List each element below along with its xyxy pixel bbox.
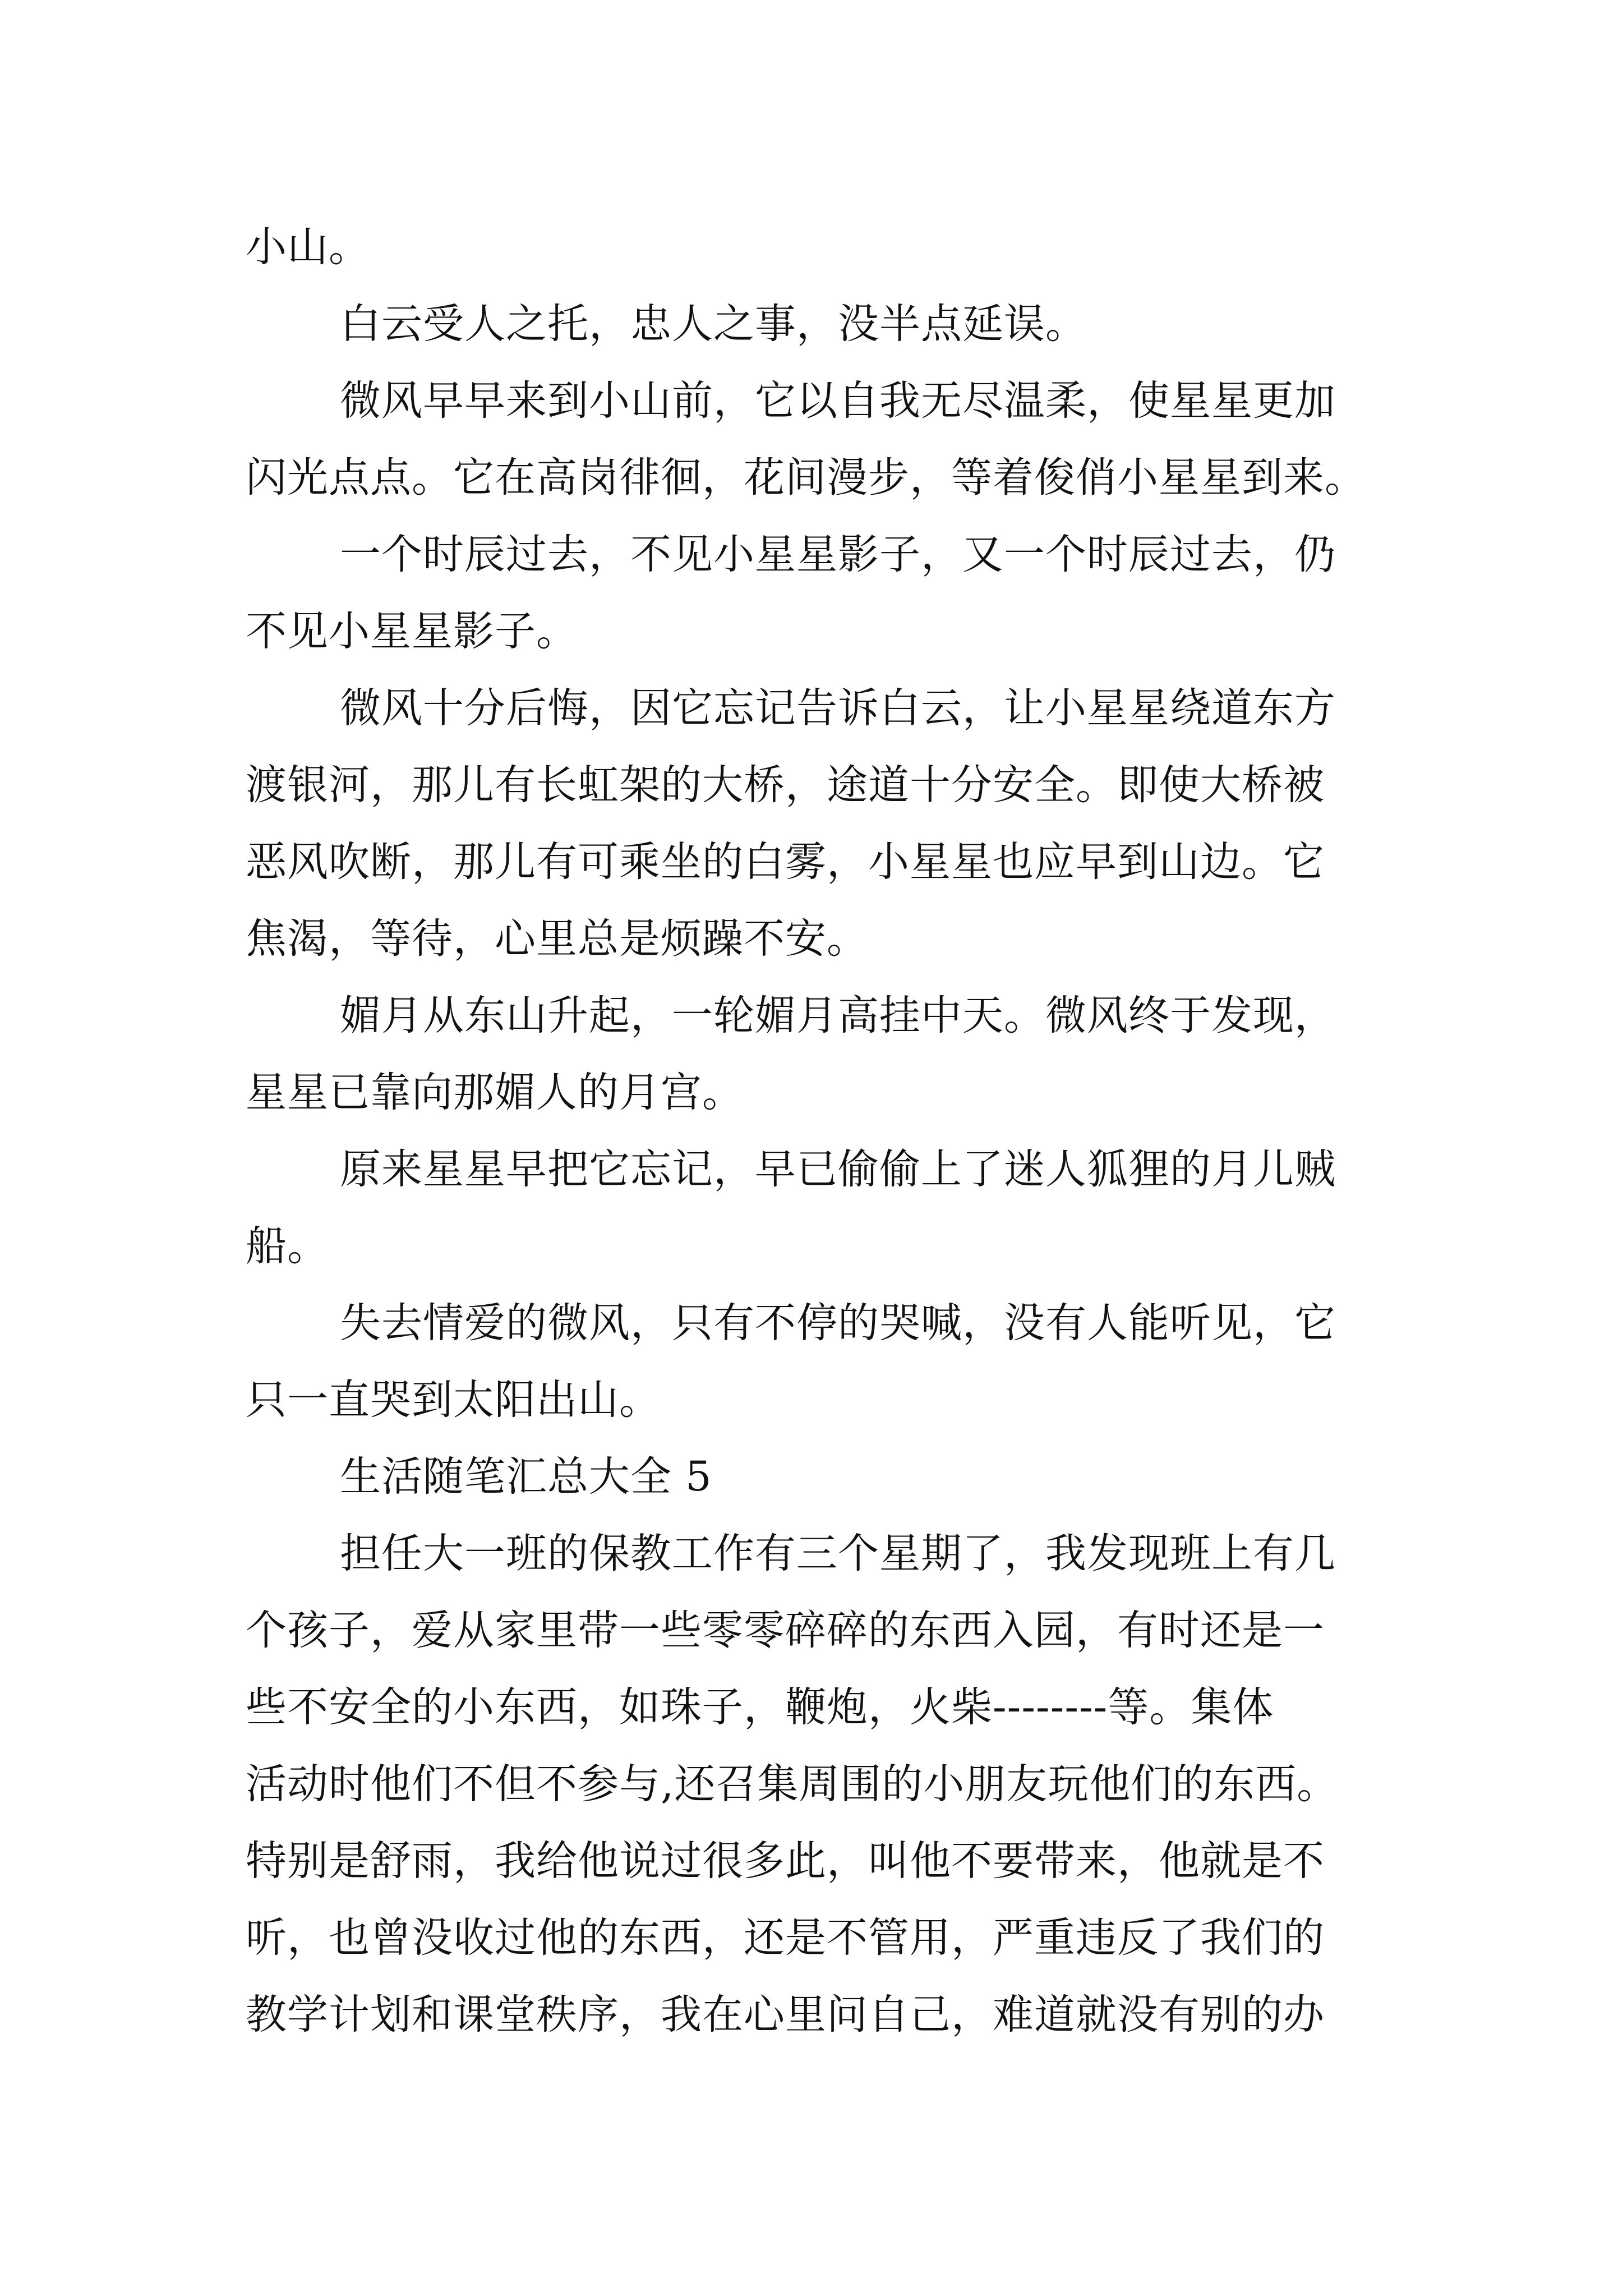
document-body [246,209,1384,2053]
text-line-14: 船。 [246,1222,329,1270]
text-line-15: 失去情爱的微风，只有不停的哭喊，没有人能听见，它 [340,1299,1336,1347]
text-line-1: 小山。 [246,223,370,271]
text-line-24: 教学计划和课堂秩序，我在心里问自己，难道就没有别的办 [246,1991,1325,2039]
text-line-3: 微风早早来到小山前，它以自我无尽温柔，使星星更加 [340,377,1336,425]
text-line-13: 原来星星早把它忘记，早已偷偷上了迷人狐狸的月儿贼 [340,1145,1336,1193]
text-line-8: 渡银河，那儿有长虹架的大桥，途道十分安全。即使大桥被 [246,761,1325,809]
text-line-20: 些不安全的小东西，如珠子，鞭炮，火柴--------等。集体 [246,1683,1274,1731]
section-heading: 生活随笔汇总大全 5 [340,1453,712,1501]
text-line-19: 个孩子，爱从家里带一些零零碎碎的东西入园，有时还是一 [246,1607,1325,1654]
text-line-5: 一个时辰过去，不见小星星影子，又一个时辰过去，仍 [340,531,1336,578]
text-line-2: 白云受人之托，忠人之事，没半点延误。 [340,300,1087,348]
text-line-22: 特别是舒雨，我给他说过很多此，叫他不要带来，他就是不 [246,1837,1325,1885]
text-line-18: 担任大一班的保教工作有三个星期了，我发现班上有几 [340,1530,1336,1577]
text-line-10: 焦渴，等待，心里总是烦躁不安。 [246,915,868,963]
text-line-16: 只一直哭到太阳出山。 [246,1376,661,1424]
text-line-21: 活动时他们不但不参与,还召集周围的小朋友玩他们的东西。 [246,1760,1339,1808]
text-line-6: 不见小星星影子。 [246,608,578,655]
text-line-23: 听，也曾没收过他的东西，还是不管用，严重违反了我们的 [246,1914,1325,1962]
text-line-9: 恶风吹断，那儿有可乘坐的白雾，小星星也应早到山边。它 [246,838,1325,886]
text-line-12: 星星已靠向那媚人的月宫。 [246,1069,744,1116]
text-line-4: 闪光点点。它在高岗徘徊，花间漫步，等着俊俏小星星到来。 [246,454,1366,501]
text-line-7: 微风十分后悔，因它忘记告诉白云，让小星星绕道东方 [340,684,1336,732]
text-line-11: 媚月从东山升起，一轮媚月高挂中天。微风终于发现， [340,992,1336,1039]
